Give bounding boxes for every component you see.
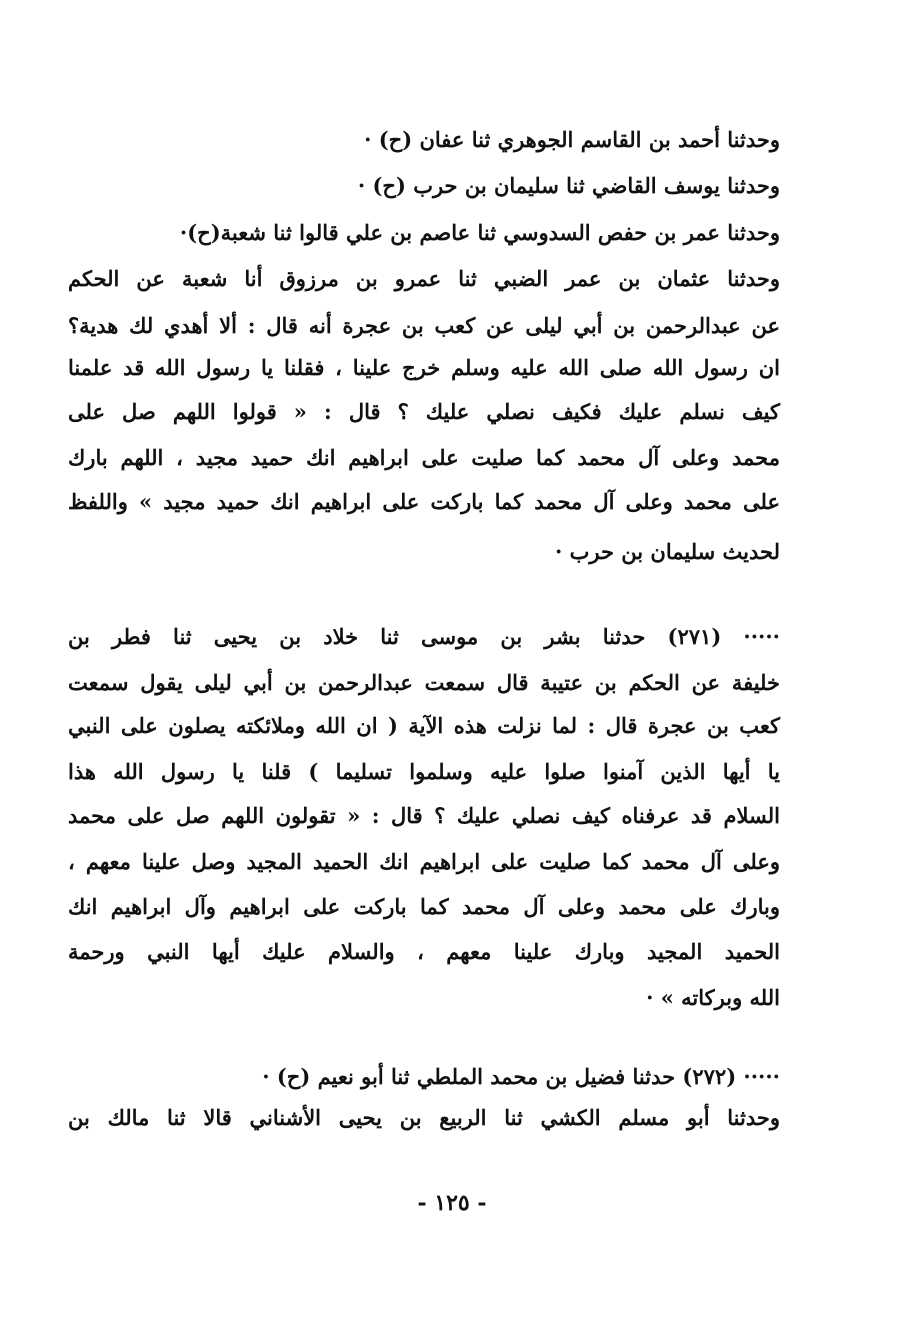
text-line: على محمد وعلى آل محمد كما باركت على ابراهيم انك حميد مجيد » واللفظ <box>68 489 780 514</box>
text-line: وحدثنا أبو مسلم الكشي ثنا الربيع بن يحيى الأشناني قالا ثنا مالك بن <box>68 1105 780 1130</box>
text-line: وعلى آل محمد كما صليت على ابراهيم انك الحميد المجيد وصل علينا معهم ، <box>68 849 780 874</box>
text-line: وحدثنا يوسف القاضي ثنا سليمان بن حرب (ح) · <box>357 173 780 198</box>
text-line: الحميد المجيد وبارك علينا معهم ، والسلام عليك أيها النبي ورحمة <box>68 939 780 964</box>
text-line: كيف نسلم عليك فكيف نصلي عليك ؟ قال : « قولوا اللهم صل على <box>68 399 780 424</box>
text-line: عن عبدالرحمن بن أبي ليلى عن كعب بن عجرة أنه قال : ألا أهدي لك هدية؟ <box>68 313 780 338</box>
text-line: ····· (٢٧٢) حدثنا فضيل بن محمد الملطي ثنا أبو نعيم (ح) · <box>262 1064 780 1089</box>
text-line: محمد وعلى آل محمد كما صليت على ابراهيم انك حميد مجيد ، اللهم بارك <box>68 445 780 470</box>
text-line: وبارك على محمد وعلى آل محمد كما باركت على ابراهيم وآل ابراهيم انك <box>68 894 780 919</box>
text-line: ····· (٢٧١) حدثنا بشر بن موسى ثنا خلاد بن يحيى ثنا فطر بن <box>68 624 780 649</box>
text-line: السلام قد عرفناه كيف نصلي عليك ؟ قال : « تقولون اللهم صل على محمد <box>68 803 780 828</box>
text-line: وحدثنا أحمد بن القاسم الجوهري ثنا عفان (ح) · <box>364 127 780 152</box>
text-line: لحديث سليمان بن حرب · <box>554 539 780 564</box>
text-line: ان رسول الله صلى الله عليه وسلم خرج علينا ، فقلنا يا رسول الله قد علمنا <box>68 355 780 380</box>
text-line: خليفة عن الحكم بن عتيبة قال سمعت عبدالرحمن بن أبي ليلى يقول سمعت <box>68 670 780 695</box>
text-line: وحدثنا عثمان بن عمر الضبي ثنا عمرو بن مرزوق أنا شعبة عن الحكم <box>68 266 780 291</box>
page-number: - ١٢٥ - <box>417 1190 487 1216</box>
text-line: الله وبركاته » · <box>646 985 780 1010</box>
text-line: وحدثنا عمر بن حفص السدوسي ثنا عاصم بن علي قالوا ثنا شعبة(ح)· <box>179 220 780 245</box>
text-line: كعب بن عجرة قال : لما نزلت هذه الآية ( ان الله وملائكته يصلون على النبي <box>68 713 780 738</box>
text-line: يا أيها الذين آمنوا صلوا عليه وسلموا تسليما ) قلنا يا رسول الله هذا <box>68 759 780 784</box>
